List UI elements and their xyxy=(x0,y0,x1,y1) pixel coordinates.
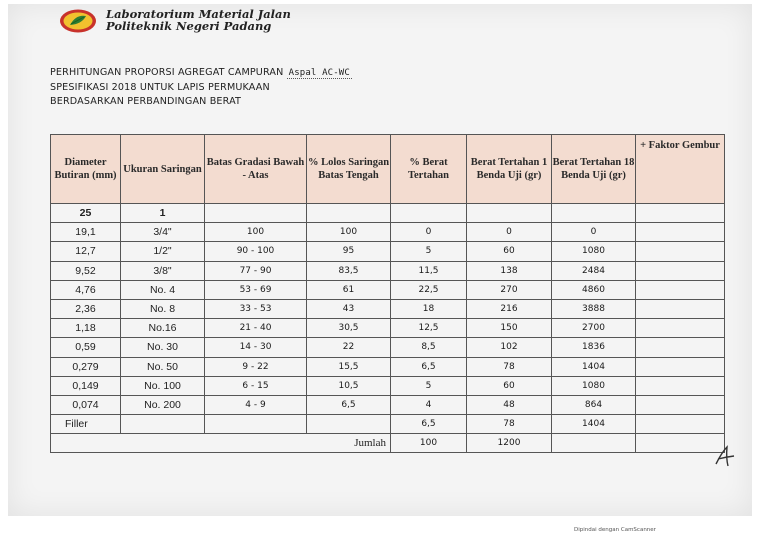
cell-ukuran: 1/2" xyxy=(121,242,205,261)
cell-berat-1: 216 xyxy=(467,299,552,318)
header-faktor: + Faktor Gembur xyxy=(636,135,725,204)
table-header-row xyxy=(51,135,725,204)
table-row xyxy=(51,338,725,357)
signature-mark xyxy=(712,444,738,470)
cell-faktor xyxy=(636,223,725,242)
institution-line-2: Politeknik Negeri Padang xyxy=(106,19,272,33)
cell-diameter: 4,76 xyxy=(51,280,121,299)
cell-filler-berat-18: 1404 xyxy=(552,415,636,434)
cell-berat-18: 1836 xyxy=(552,338,636,357)
cell-lolos: 95 xyxy=(307,242,391,261)
table-row-jumlah xyxy=(51,434,725,453)
table-row xyxy=(51,261,725,280)
cell-berat-1 xyxy=(467,204,552,223)
cell-berat-pct: 4 xyxy=(391,395,467,414)
cell-batas: 90 - 100 xyxy=(205,242,307,261)
table-row xyxy=(51,280,725,299)
cell-berat-1: 270 xyxy=(467,280,552,299)
header-batas: Batas Gradasi Bawah - Atas xyxy=(205,135,307,204)
cell-diameter: 12,7 xyxy=(51,242,121,261)
cell-berat-18: 1080 xyxy=(552,242,636,261)
mix-name-handwritten: Aspal AC-WC xyxy=(288,68,350,78)
cell-berat-18: 864 xyxy=(552,395,636,414)
table-row xyxy=(51,376,725,395)
cell-diameter: 9,52 xyxy=(51,261,121,280)
cell-ukuran: No. 100 xyxy=(121,376,205,395)
cell-batas xyxy=(205,204,307,223)
cell-berat-pct: 5 xyxy=(391,242,467,261)
header-lolos: % Lolos Saringan Batas Tengah xyxy=(307,135,391,204)
cell-batas: 6 - 15 xyxy=(205,376,307,395)
cell-lolos: 10,5 xyxy=(307,376,391,395)
cell-faktor xyxy=(636,280,725,299)
cell-batas: 14 - 30 xyxy=(205,338,307,357)
cell-berat-pct: 18 xyxy=(391,299,467,318)
table-row xyxy=(51,242,725,261)
cell-lolos: 61 xyxy=(307,280,391,299)
cell-batas: 53 - 69 xyxy=(205,280,307,299)
table-row xyxy=(51,223,725,242)
cell-berat-1: 150 xyxy=(467,319,552,338)
cell-ukuran: 3/8" xyxy=(121,261,205,280)
cell-diameter: 1,18 xyxy=(51,319,121,338)
cell-berat-pct: 6,5 xyxy=(391,357,467,376)
cell-berat-pct: 11,5 xyxy=(391,261,467,280)
cell-berat-18: 1080 xyxy=(552,376,636,395)
table-row xyxy=(51,319,725,338)
cell-lolos: 30,5 xyxy=(307,319,391,338)
cell-faktor xyxy=(636,357,725,376)
table-row xyxy=(51,204,725,223)
cell-ukuran: No. 200 xyxy=(121,395,205,414)
cell-ukuran: No. 30 xyxy=(121,338,205,357)
cell-filler-ukuran xyxy=(121,415,205,434)
cell-berat-1: 138 xyxy=(467,261,552,280)
cell-jumlah-berat-1: 1200 xyxy=(467,434,552,453)
cell-filler-faktor xyxy=(636,415,725,434)
cell-ukuran: No.16 xyxy=(121,319,205,338)
cell-lolos: 22 xyxy=(307,338,391,357)
cell-ukuran: 1 xyxy=(121,204,205,223)
cell-batas: 4 - 9 xyxy=(205,395,307,414)
intro-line-1 xyxy=(50,66,352,81)
cell-berat-pct xyxy=(391,204,467,223)
cell-berat-18: 4860 xyxy=(552,280,636,299)
scanner-footer: Dipindai dengan CamScanner xyxy=(574,527,656,533)
header-berat-1: Berat Tertahan 1 Benda Uji (gr) xyxy=(467,135,552,204)
cell-lolos xyxy=(307,204,391,223)
cell-diameter: 19,1 xyxy=(51,223,121,242)
institution-line-1: Laboratorium Material Jalan xyxy=(106,7,291,21)
cell-diameter: 0,59 xyxy=(51,338,121,357)
cell-berat-1: 78 xyxy=(467,357,552,376)
cell-berat-18: 0 xyxy=(552,223,636,242)
cell-diameter: 25 xyxy=(51,204,121,223)
table-body xyxy=(51,204,725,453)
cell-lolos: 83,5 xyxy=(307,261,391,280)
cell-faktor xyxy=(636,204,725,223)
cell-berat-1: 48 xyxy=(467,395,552,414)
cell-berat-18: 1404 xyxy=(552,357,636,376)
cell-jumlah-berat-18 xyxy=(552,434,636,453)
table-row xyxy=(51,357,725,376)
cell-jumlah-pct: 100 xyxy=(391,434,467,453)
header-ukuran: Ukuran Saringan xyxy=(121,135,205,204)
cell-berat-pct: 22,5 xyxy=(391,280,467,299)
intro-line-1-text: PERHITUNGAN PROPORSI AGREGAT CAMPURAN xyxy=(50,67,284,78)
cell-ukuran: No. 4 xyxy=(121,280,205,299)
cell-lolos: 15,5 xyxy=(307,357,391,376)
cell-batas: 100 xyxy=(205,223,307,242)
cell-diameter: 0,279 xyxy=(51,357,121,376)
cell-berat-pct: 5 xyxy=(391,376,467,395)
polytechnic-logo-icon xyxy=(58,8,98,34)
cell-berat-18: 3888 xyxy=(552,299,636,318)
cell-faktor xyxy=(636,299,725,318)
table-row xyxy=(51,299,725,318)
cell-ukuran: No. 50 xyxy=(121,357,205,376)
cell-faktor xyxy=(636,319,725,338)
table-row-filler xyxy=(51,415,725,434)
cell-berat-pct: 0 xyxy=(391,223,467,242)
cell-faktor xyxy=(636,261,725,280)
cell-diameter: 0,074 xyxy=(51,395,121,414)
cell-berat-18 xyxy=(552,204,636,223)
cell-filler-pct: 6,5 xyxy=(391,415,467,434)
cell-lolos: 100 xyxy=(307,223,391,242)
cell-faktor xyxy=(636,338,725,357)
cell-berat-pct: 12,5 xyxy=(391,319,467,338)
cell-ukuran: 3/4" xyxy=(121,223,205,242)
cell-filler-batas xyxy=(205,415,307,434)
intro-line-2: SPESIFIKASI 2018 UNTUK LAPIS PERMUKAAN xyxy=(50,81,270,93)
cell-berat-18: 2700 xyxy=(552,319,636,338)
cell-faktor xyxy=(636,395,725,414)
institution-title xyxy=(106,8,291,32)
cell-lolos: 43 xyxy=(307,299,391,318)
cell-jumlah-label: Jumlah xyxy=(51,434,391,453)
cell-berat-1: 102 xyxy=(467,338,552,357)
cell-berat-18: 2484 xyxy=(552,261,636,280)
cell-filler-lolos xyxy=(307,415,391,434)
cell-lolos: 6,5 xyxy=(307,395,391,414)
cell-batas: 9 - 22 xyxy=(205,357,307,376)
document-intro xyxy=(50,66,352,110)
cell-diameter: 0,149 xyxy=(51,376,121,395)
cell-ukuran: No. 8 xyxy=(121,299,205,318)
header-berat-pct: % Berat Tertahan xyxy=(391,135,467,204)
header-berat-18: Berat Tertahan 18 Benda Uji (gr) xyxy=(552,135,636,204)
aggregate-proportion-table xyxy=(50,134,725,453)
cell-filler-label: Filler xyxy=(51,415,121,434)
cell-berat-pct: 8,5 xyxy=(391,338,467,357)
cell-diameter: 2,36 xyxy=(51,299,121,318)
cell-berat-1: 60 xyxy=(467,242,552,261)
cell-filler-berat-1: 78 xyxy=(467,415,552,434)
cell-faktor xyxy=(636,376,725,395)
cell-batas: 33 - 53 xyxy=(205,299,307,318)
cell-batas: 21 - 40 xyxy=(205,319,307,338)
header-diameter: Diameter Butiran (mm) xyxy=(51,135,121,204)
cell-batas: 77 - 90 xyxy=(205,261,307,280)
cell-berat-1: 0 xyxy=(467,223,552,242)
intro-line-3: BERDASARKAN PERBANDINGAN BERAT xyxy=(50,96,242,107)
table-row xyxy=(51,395,725,414)
cell-faktor xyxy=(636,242,725,261)
cell-berat-1: 60 xyxy=(467,376,552,395)
